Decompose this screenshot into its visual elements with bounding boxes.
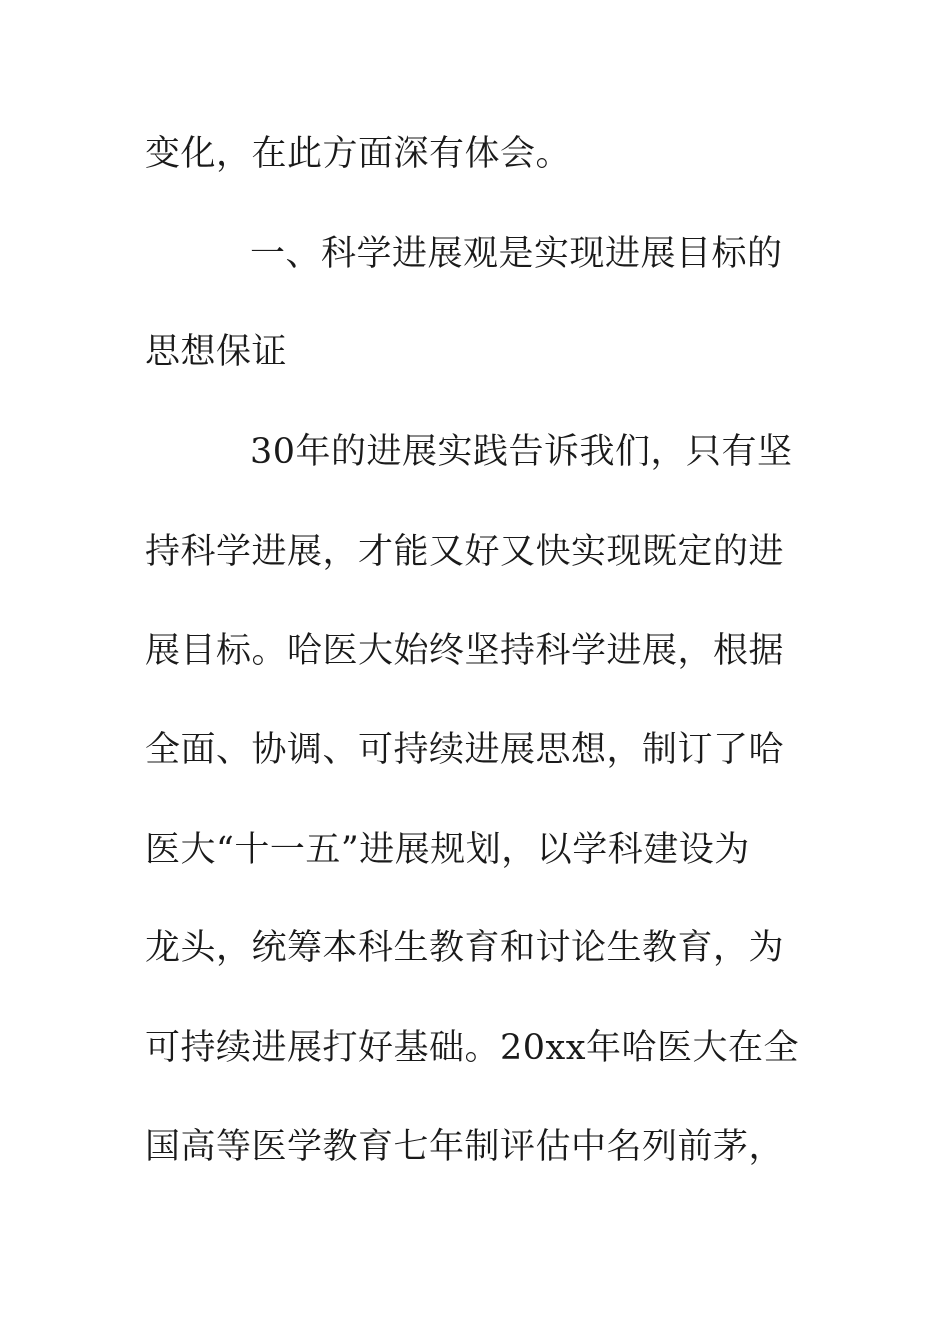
text-line: 可持续进展打好基础。20xx年哈医大在全 <box>145 1028 800 1068</box>
text-line: 医大“十一五”进展规划，以学科建设为 <box>145 830 750 870</box>
text-line: 国高等医学教育七年制评估中名列前茅， <box>145 1127 785 1167</box>
text-line: 变化，在此方面深有体会。 <box>145 134 572 174</box>
text-line: 全面、协调、可持续进展思想，制订了哈 <box>145 730 785 770</box>
section-heading-line: 思想保证 <box>145 332 288 372</box>
text-line: 展目标。哈医大始终坚持科学进展，根据 <box>145 631 785 671</box>
section-heading-line: 一、科学进展观是实现进展目标的 <box>250 234 783 274</box>
text-line: 持科学进展，才能又好又快实现既定的进 <box>145 532 785 572</box>
text-line: 30年的进展实践告诉我们，只有坚 <box>250 432 793 472</box>
text-line: 龙头，统筹本科生教育和讨论生教育，为 <box>145 928 785 968</box>
